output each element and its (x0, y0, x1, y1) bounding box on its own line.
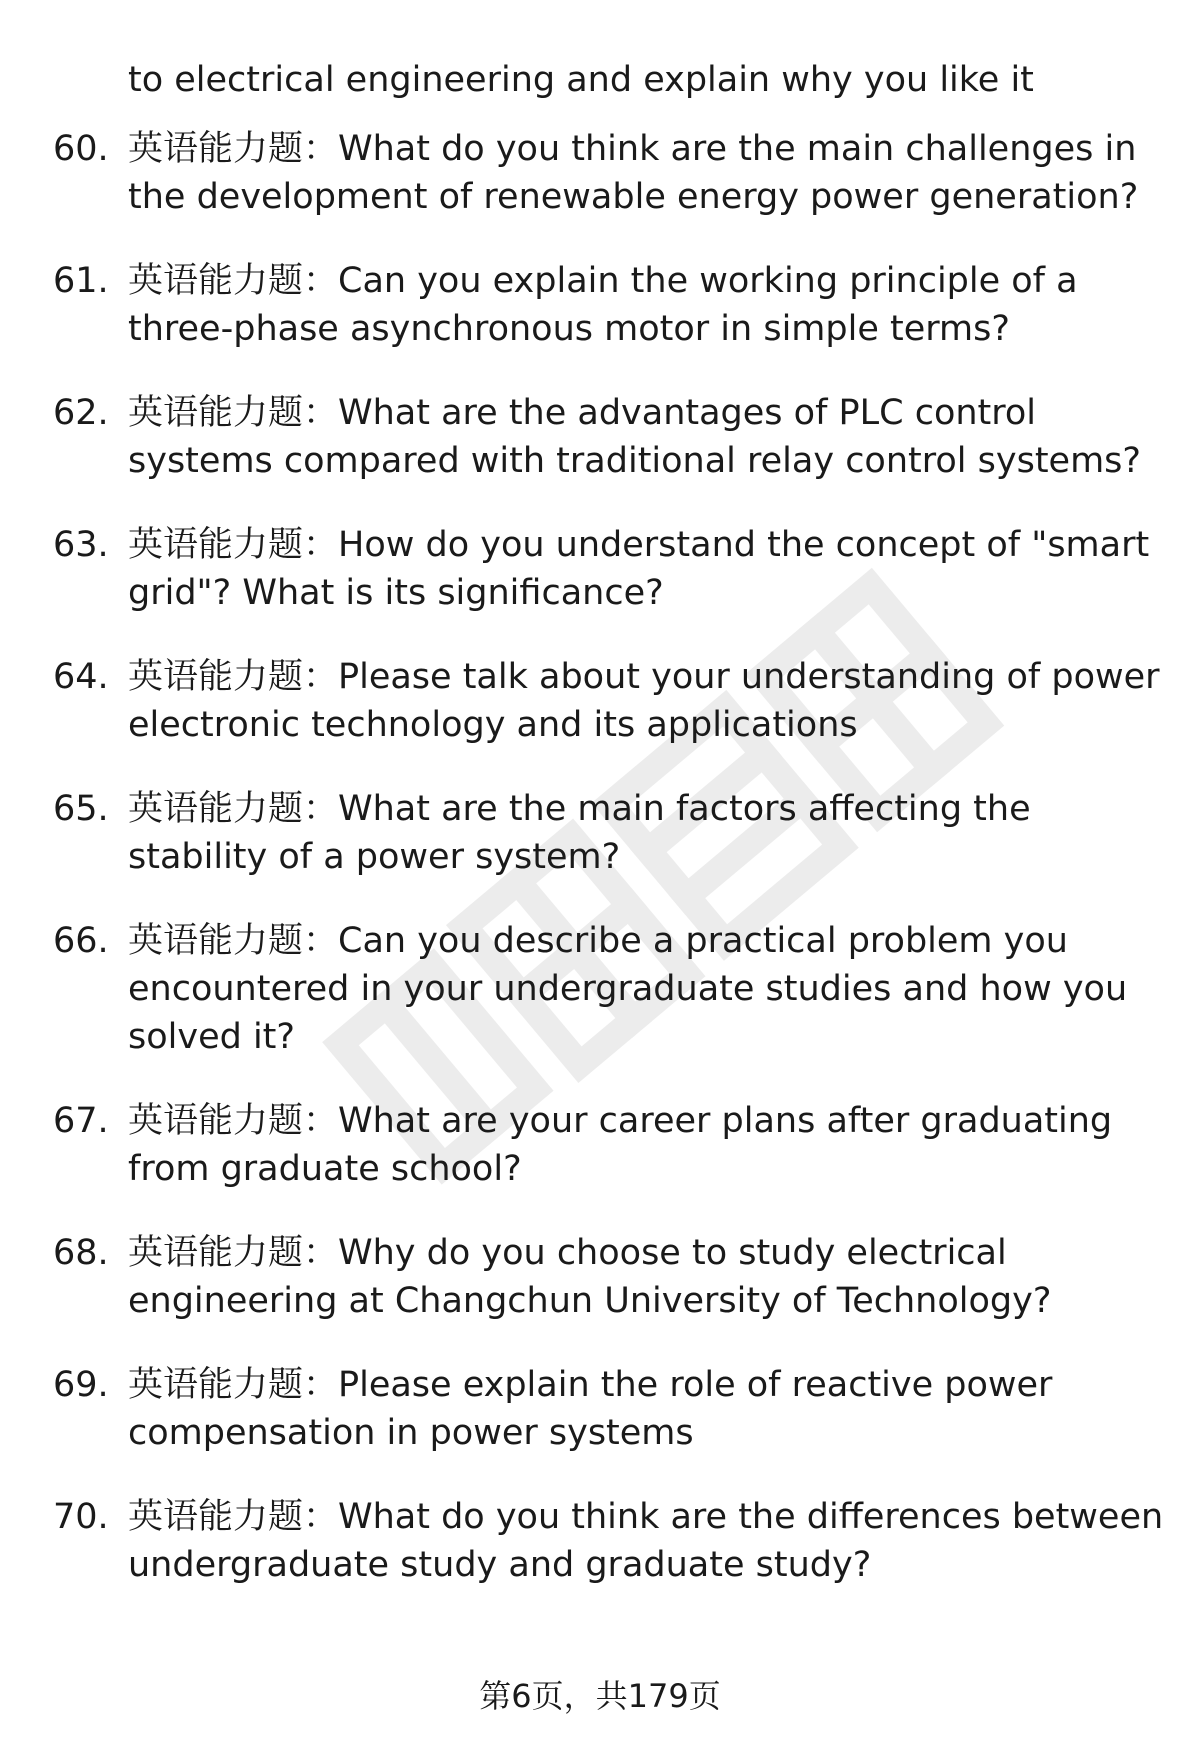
question-text-line: 英语能力题：How do you understand the concept of "smart (128, 525, 1150, 565)
question-item (0, 125, 1200, 221)
question-text (128, 653, 1168, 749)
question-text-line: 英语能力题：Can you describe a practical problem you (128, 921, 1068, 961)
question-text-line: from graduate school? (128, 1149, 522, 1189)
question-text-line: 英语能力题：What are the advantages of PLC control (128, 393, 1037, 433)
question-text-line: grid"? What is its significance? (128, 573, 664, 613)
question-text-line: 英语能力题：What do you think are the main challenges in (128, 129, 1137, 169)
question-number: 64. (53, 657, 109, 697)
question-text-line: the development of renewable energy power generation? (128, 177, 1139, 217)
question-item (0, 653, 1200, 749)
question-text-line: compensation in power systems (128, 1413, 694, 1453)
question-item (0, 785, 1200, 881)
continued-question-text: to electrical engineering and explain why you like it (128, 60, 1034, 100)
question-text-line: 英语能力题：What are the main factors affecting the (128, 789, 1031, 829)
question-text-line: encountered in your undergraduate studies and how you (128, 969, 1128, 1009)
question-text-line: 英语能力题：Please talk about your understanding of power (128, 657, 1160, 697)
question-text (128, 389, 1168, 485)
question-number: 63. (53, 525, 109, 565)
question-text-line: undergraduate study and graduate study? (128, 1545, 872, 1585)
question-number: 69. (53, 1365, 109, 1405)
question-text (128, 1229, 1168, 1325)
question-item (0, 917, 1200, 1061)
question-text (128, 257, 1168, 353)
question-item (0, 1229, 1200, 1325)
question-number: 68. (53, 1233, 109, 1273)
question-text (128, 785, 1168, 881)
question-number: 62. (53, 393, 109, 433)
question-text-line: engineering at Changchun University of Technology? (128, 1281, 1052, 1321)
question-text-line: 英语能力题：What are your career plans after graduating (128, 1101, 1113, 1141)
question-text-line: stability of a power system? (128, 837, 621, 877)
question-text-line: 英语能力题：Please explain the role of reactive power (128, 1365, 1053, 1405)
question-item (0, 389, 1200, 485)
question-text (128, 125, 1168, 221)
question-text (128, 1361, 1168, 1457)
page-footer: 第6页，共179页 (479, 1677, 721, 1715)
question-number: 61. (53, 261, 109, 301)
question-text-line: 英语能力题：Can you explain the working principle of a (128, 261, 1078, 301)
question-number: 67. (53, 1101, 109, 1141)
question-text-line: solved it? (128, 1017, 295, 1057)
question-number: 60. (53, 129, 109, 169)
question-item (0, 1361, 1200, 1457)
question-text (128, 521, 1168, 617)
question-item (0, 1493, 1200, 1589)
question-item (0, 257, 1200, 353)
question-list (0, 125, 1200, 1625)
question-text-line: three-phase asynchronous motor in simple terms? (128, 309, 1010, 349)
question-text-line: systems compared with traditional relay control systems? (128, 441, 1141, 481)
question-text-line: electronic technology and its applications (128, 705, 858, 745)
question-item (0, 521, 1200, 617)
question-number: 66. (53, 921, 109, 961)
question-number: 65. (53, 789, 109, 829)
question-item (0, 1097, 1200, 1193)
question-text-line: 英语能力题：What do you think are the differences between (128, 1497, 1164, 1537)
question-text-line: 英语能力题：Why do you choose to study electrical (128, 1233, 1007, 1273)
question-number: 70. (53, 1497, 109, 1537)
question-text (128, 917, 1168, 1061)
question-text (128, 1493, 1168, 1589)
question-text (128, 1097, 1168, 1193)
